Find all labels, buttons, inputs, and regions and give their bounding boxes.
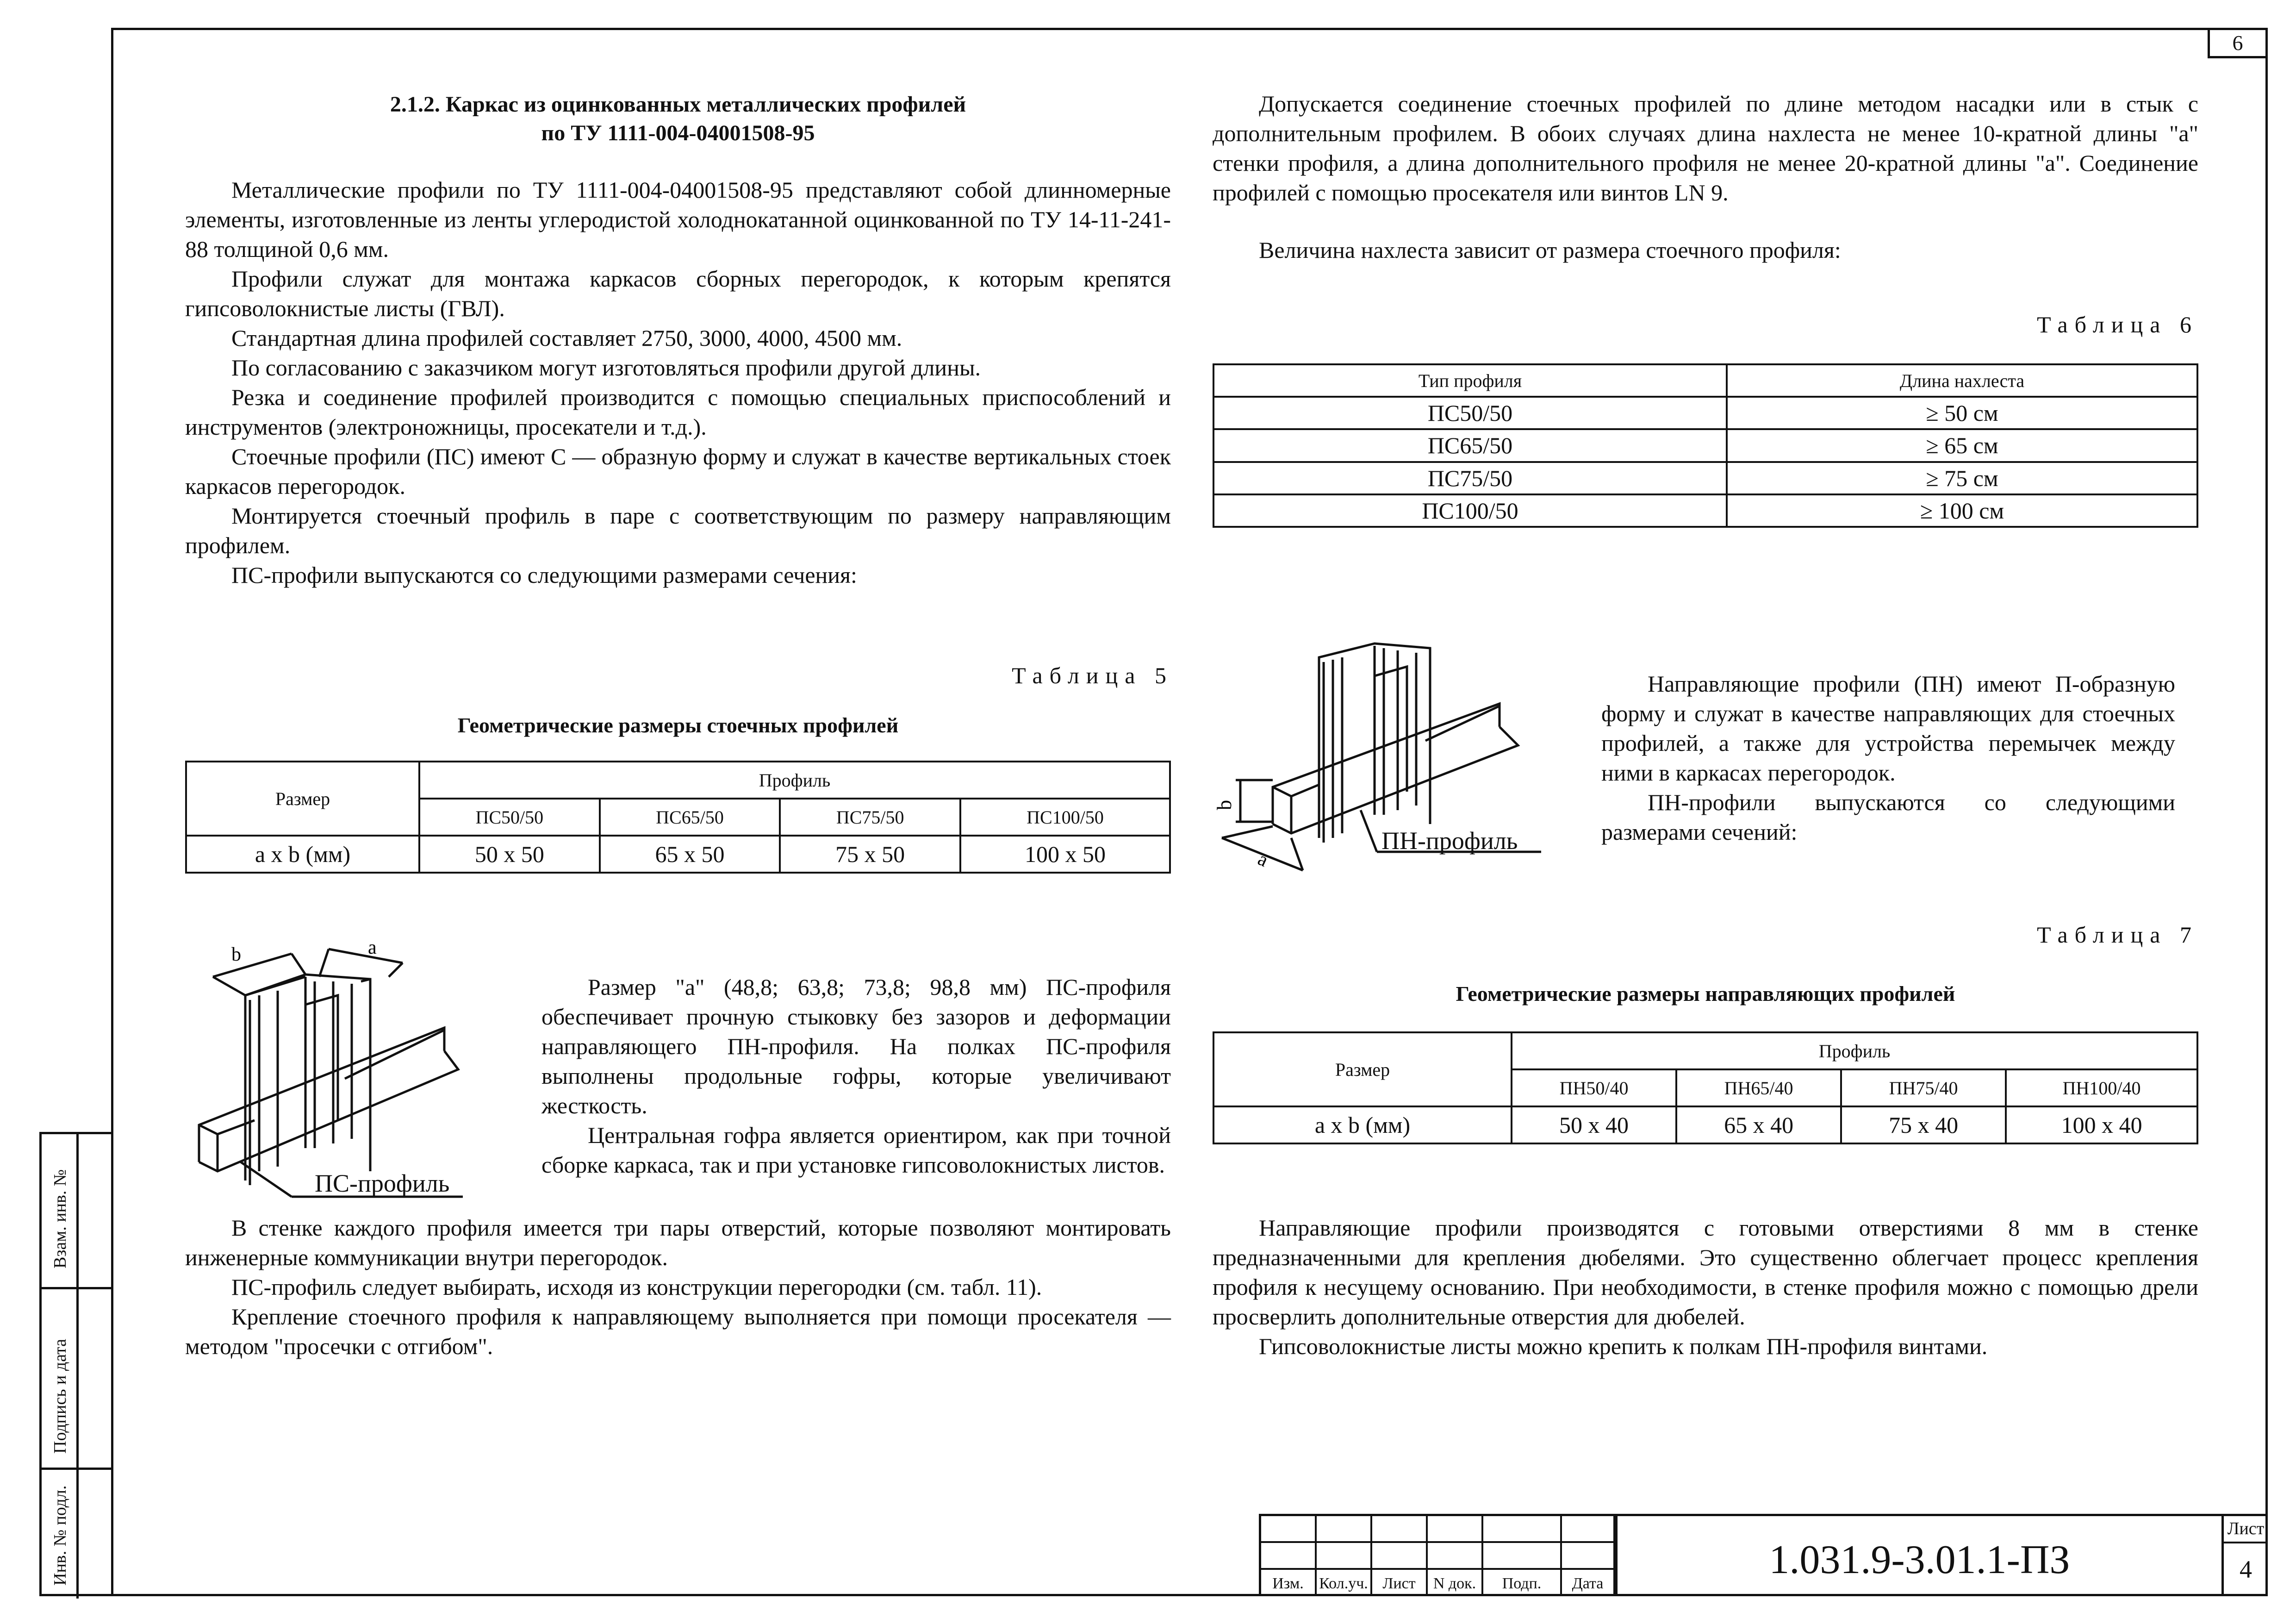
paragraph: Гипсоволокнистые листы можно крепить к полкам ПН-профиля винтами.: [1259, 1333, 1988, 1359]
sheet-box: [2221, 1514, 2268, 1596]
table5-col: ПС100/50: [960, 799, 1170, 836]
section-title-line2: по ТУ 1111-004-04001508-95: [541, 121, 815, 145]
table6: [1213, 363, 2198, 528]
pn-dim-b: b: [1213, 800, 1236, 810]
ps-dim-a: a: [368, 937, 377, 958]
section-heading: [185, 90, 1171, 148]
paragraph: Стандартная длина профилей составляет 2750, 3000, 4000, 4500 мм.: [231, 325, 902, 351]
ps-profile-label: ПС-профиль: [315, 1169, 450, 1197]
table7-profile-header: Профиль: [1512, 1032, 2197, 1069]
table5-row-label: a x b (мм): [186, 836, 419, 873]
table5-cell: 65 х 50: [600, 836, 780, 873]
paragraph: По согласованию с заказчиком могут изготовляться профили другой длины.: [231, 355, 981, 381]
page-number: 6: [2208, 28, 2268, 58]
paragraph: Профили служат для монтажа каркасов сборных перегородок, к которым крепятся гипсоволокнистые листы (ГВЛ).: [185, 266, 1171, 321]
right-top-text: [1213, 89, 2198, 265]
pn-dim-a: a: [1254, 848, 1272, 871]
paragraph: Крепление стоечного профиля к направляющему выполняется при помощи просекателя — методом "просечки с отгибом".: [185, 1304, 1171, 1359]
table6-cell: ≥ 65 см: [1727, 429, 2197, 462]
paragraph: Металлические профили по ТУ 1111-004-04001508-95 представляют собой длинномерные элементы, изготовленные из ленты углеродистой холоднокатанной оцинкованной по ТУ 14-11-241-88 толщиной 0,6 мм.: [185, 177, 1171, 262]
table6-cell: ПС75/50: [1213, 462, 1727, 494]
tb-col-ndok: N док.: [1428, 1570, 1483, 1596]
table5-col: ПС50/50: [419, 799, 600, 836]
table7-caption: Таблица 7: [2037, 922, 2198, 948]
table5-col: ПС75/50: [780, 799, 960, 836]
paragraph: Направляющие профили (ПН) имеют П-образную форму и служат в качестве направляющих для стоечных профилей, а также для устройства перемычек между ними в каркасах перегородок.: [1601, 671, 2175, 786]
side-stamp: [39, 1132, 113, 1596]
table6-cell: ≥ 75 см: [1727, 462, 2197, 494]
paragraph: В стенке каждого профиля имеется три пары отверстий, которые позволяют монтировать инженерные коммуникации внутри перегородок.: [185, 1215, 1171, 1270]
side-stamp-inventory: Инв. № подл.: [50, 1485, 70, 1586]
left-text-block: [185, 175, 1171, 590]
paragraph: Величина нахлеста зависит от размера стоечного профиля:: [1259, 237, 1841, 263]
tb-col-date: Дата: [1562, 1570, 1615, 1596]
paragraph: Стоечные профили (ПС) имеют С — образную форму и служат в качестве вертикальных стоек каркасов перегородок.: [185, 443, 1171, 499]
table7-col: ПН75/40: [1841, 1069, 2006, 1106]
table6-header: Тип профиля: [1213, 364, 1727, 397]
table6-cell: ПС100/50: [1213, 494, 1727, 527]
table7-cell: 65 х 40: [1676, 1106, 1841, 1143]
table6-caption: Таблица 6: [2037, 312, 2198, 337]
paragraph: Размер "а" (48,8; 63,8; 73,8; 98,8 мм) ПС-профиля обеспечивает прочную стыковку без зазоров и деформации направляющего ПН-профиля. На полках ПС-профиля выполнены продольные гофры, которые увеличивают жесткость.: [541, 974, 1171, 1118]
table6-cell: ПС50/50: [1213, 397, 1727, 429]
table6-cell: ≥ 50 см: [1727, 397, 2197, 429]
side-stamp-replacement: Взам. инв. №: [50, 1169, 70, 1268]
side-stamp-signature: Подпись и дата: [50, 1338, 70, 1454]
title-block-grid: [1259, 1514, 1615, 1596]
table7-size-header: Размер: [1213, 1032, 1512, 1106]
tb-col-kol: Кол.уч.: [1317, 1570, 1372, 1596]
section-title-line1: 2.1.2. Каркас из оцинкованных металлических профилей: [390, 92, 966, 117]
right-bottom-text: [1213, 1213, 2198, 1361]
pn-profile-label: ПН-профиль: [1381, 827, 1518, 855]
paragraph: Направляющие профили производятся с готовыми отверстиями 8 мм в стенке предназначенными для крепления дюбелями. Это существенно облегчает процесс крепления профиля к несущему основанию. При необходимости, в стенке профиля можно с помощью дрели просверлить дополнительные отверстия для дюбелей.: [1213, 1215, 2198, 1330]
pn-text-block: [1601, 669, 2175, 847]
paragraph: ПН-профили выпускаются со следующими размерами сечений:: [1601, 789, 2175, 845]
table5-cell: 75 х 50: [780, 836, 960, 873]
table7-col: ПН100/40: [2006, 1069, 2197, 1106]
ps-dim-b: b: [231, 944, 241, 965]
pn-profile-drawing: [1203, 634, 1555, 898]
paragraph: Центральная гофра является ориентиром, как при точной сборке каркаса, так и при установке гипсоволокнистых листов.: [541, 1122, 1171, 1178]
table5-profile-header: Профиль: [419, 762, 1170, 799]
paragraph: Допускается соединение стоечных профилей по длине методом насадки или в стык с дополнительным профилем. В обоих случаях длина нахлеста не менее 10-кратной длины "а" стенки профиля, а длина дополнительного профиля не менее 20-кратной длины "а". Соединение профилей с помощью просекателя или винтов LN 9.: [1213, 91, 2198, 206]
table5-caption: Таблица 5: [1012, 662, 1173, 688]
table7-row-label: a x b (мм): [1213, 1106, 1512, 1143]
table5: [185, 761, 1171, 874]
paragraph: ПС-профиль следует выбирать, исходя из конструкции перегородки (см. табл. 11).: [231, 1274, 1042, 1300]
paragraph: Монтируется стоечный профиль в паре с соответствующим по размеру направляющим профилем.: [185, 503, 1171, 558]
table7-col: ПН65/40: [1676, 1069, 1841, 1106]
table6-cell: ПС65/50: [1213, 429, 1727, 462]
document-number: 1.031.9-3.01.1-ПЗ: [1615, 1514, 2221, 1596]
table5-cell: 100 х 50: [960, 836, 1170, 873]
table5-col: ПС65/50: [600, 799, 780, 836]
table5-title: Геометрические размеры стоечных профилей: [457, 713, 899, 737]
paragraph: ПС-профили выпускаются со следующими размерами сечения:: [231, 562, 857, 588]
table7-title: Геометрические размеры направляющих профилей: [1456, 982, 1955, 1006]
left-bottom-text: [185, 1213, 1171, 1361]
table7-cell: 100 х 40: [2006, 1106, 2197, 1143]
table7-cell: 75 х 40: [1841, 1106, 2006, 1143]
table6-header: Длина нахлеста: [1727, 364, 2197, 397]
tb-col-izm: Изм.: [1261, 1570, 1317, 1596]
table7-cell: 50 х 40: [1512, 1106, 1676, 1143]
sheet-label: Лист: [2224, 1516, 2268, 1543]
paragraph: Резка и соединение профилей производится с помощью специальных приспособлений и инструментов (электроножницы, просекатели и т.д.).: [185, 384, 1171, 440]
table7-col: ПН50/40: [1512, 1069, 1676, 1106]
tb-col-list: Лист: [1372, 1570, 1428, 1596]
tb-col-podp: Подп.: [1483, 1570, 1562, 1596]
table5-cell: 50 х 50: [419, 836, 600, 873]
table6-cell: ≥ 100 см: [1727, 494, 2197, 527]
ps-text-block: [541, 972, 1171, 1180]
sheet-number: 4: [2240, 1555, 2252, 1583]
table5-size-header: Размер: [186, 762, 419, 836]
table7: [1213, 1031, 2198, 1144]
